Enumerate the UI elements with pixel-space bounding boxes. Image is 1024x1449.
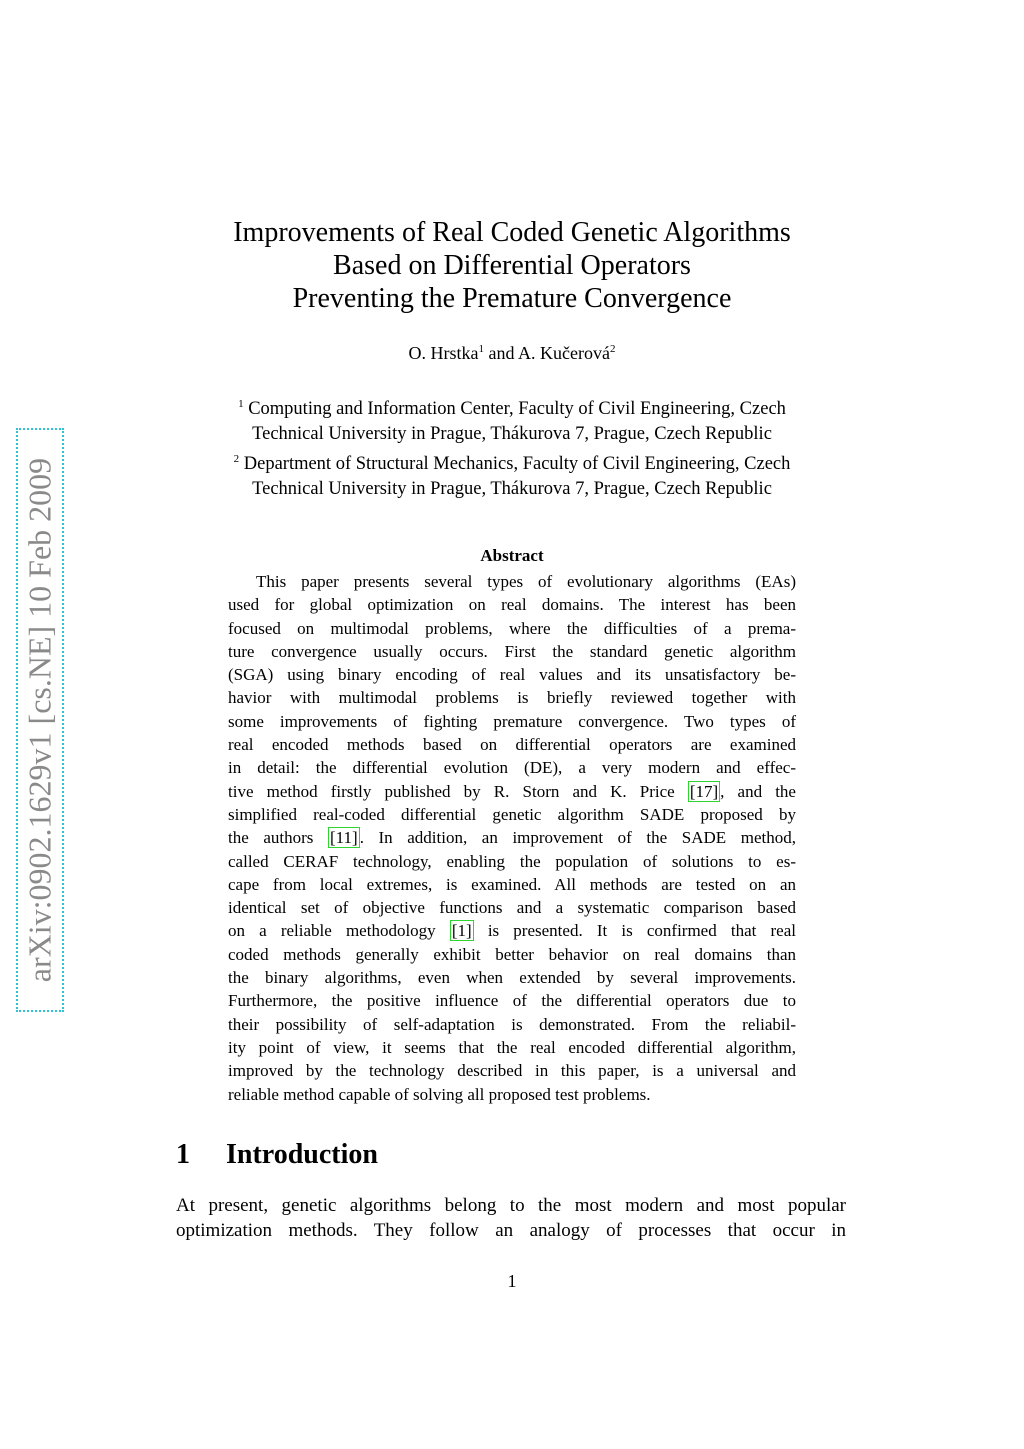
- affiliation-line: Technical University in Prague, Thákurova 7, Prague, Czech Republic: [252, 479, 772, 499]
- abstract-line: Furthermore, the positive influence of the differential operators due to: [228, 991, 796, 1011]
- abstract-line: some improvements of fighting premature convergence. Two types of: [228, 711, 796, 731]
- affiliation: [180, 397, 844, 447]
- intro-paragraph: [176, 1194, 846, 1243]
- abstract-line: [228, 780, 796, 803]
- page-number: 1: [507, 1271, 517, 1291]
- abstract-line: [228, 919, 796, 942]
- affiliation-line: [180, 397, 844, 422]
- author-affil-mark: 2: [609, 343, 616, 355]
- abstract-line: coded methods generally exhibit better behavior on real domains than: [228, 944, 796, 964]
- title-line: Based on Differential Operators: [333, 250, 691, 281]
- abstract-text: the authors: [228, 828, 328, 848]
- affiliation-text: Department of Structural Mechanics, Faculty of Civil Engineering, Czech: [243, 454, 791, 474]
- abstract-line: simplified real-coded differential genetic algorithm SADE proposed by: [228, 804, 796, 824]
- citation-link[interactable]: [1]: [451, 921, 472, 941]
- abstract-text: , and the: [720, 781, 796, 801]
- author-name: A. Kučerová: [518, 343, 610, 363]
- abstract-text: on a reliable methodology: [228, 921, 450, 941]
- affiliation-text: Computing and Information Center, Faculty of Civil Engineering, Czech: [248, 399, 786, 419]
- title-line: Improvements of Real Coded Genetic Algorithms: [233, 217, 791, 248]
- title-line: Preventing the Premature Convergence: [292, 283, 732, 314]
- abstract-line: cape from local extremes, is examined. All methods are tested on an: [228, 874, 796, 894]
- abstract-line: ity point of view, it seems that the real encoded differential algorithm,: [228, 1037, 796, 1057]
- author-affil-mark: 1: [478, 343, 485, 355]
- affiliation-line: [180, 452, 844, 477]
- abstract-line: (SGA) using binary encoding of real values and its unsatisfactory be-: [228, 665, 796, 685]
- citation-link[interactable]: [17]: [689, 781, 719, 801]
- abstract-line: in detail: the differential evolution (DE), a very modern and effec-: [228, 758, 796, 778]
- abstract-body: [228, 570, 796, 1106]
- section-title: Introduction: [226, 1139, 378, 1170]
- abstract-line: their possibility of self-adaptation is demonstrated. From the reliabil-: [228, 1014, 796, 1034]
- abstract-line: called CERAF technology, enabling the population of solutions to es-: [228, 851, 796, 871]
- author-conjunction: and: [484, 343, 519, 363]
- paper-title: [180, 216, 844, 315]
- abstract-line: identical set of objective functions and a systematic comparison based: [228, 898, 796, 918]
- abstract-line: improved by the technology described in this paper, is a universal and: [228, 1061, 796, 1081]
- abstract-text: tive method firstly published by R. Storn and K. Price: [228, 781, 688, 801]
- section-number: 1: [176, 1139, 190, 1170]
- intro-line: At present, genetic algorithms belong to the most modern and most popular: [176, 1195, 846, 1216]
- abstract-line: ture convergence usually occurs. First the standard genetic algorithm: [228, 641, 796, 661]
- abstract-line: real encoded methods based on differential operators are examined: [228, 735, 796, 755]
- intro-line: optimization methods. They follow an analogy of processes that occur in: [176, 1219, 846, 1241]
- citation-link[interactable]: [11]: [329, 828, 358, 848]
- abstract-line: the binary algorithms, even when extended by several improvements.: [228, 968, 796, 988]
- affil-mark: 1: [238, 397, 244, 410]
- authors: [180, 343, 844, 364]
- affiliation: [180, 452, 844, 502]
- abstract-line: reliable method capable of solving all proposed test problems.: [228, 1084, 651, 1104]
- arxiv-stamp[interactable]: arXiv:0902.1629v1 [cs.NE] 10 Feb 2009: [21, 457, 58, 983]
- abstract-line: havior with multimodal problems is briefly reviewed together with: [228, 688, 796, 708]
- section-heading: [176, 1139, 378, 1171]
- abstract-text: is presented. It is confirmed that real: [473, 921, 797, 941]
- affil-mark: 2: [233, 452, 240, 465]
- author-name: O. Hrstka: [408, 343, 479, 363]
- abstract-line: focused on multimodal problems, where the difficulties of a prema-: [228, 618, 796, 638]
- abstract-heading: Abstract: [480, 546, 544, 565]
- abstract-line: [228, 826, 796, 849]
- abstract-line: This paper presents several types of evolutionary algorithms (EAs): [256, 572, 796, 591]
- abstract-line: used for global optimization on real domains. The interest has been: [228, 595, 796, 615]
- abstract-text: . In addition, an improvement of the SADE method,: [359, 828, 796, 848]
- affiliation-line: Technical University in Prague, Thákurova 7, Prague, Czech Republic: [252, 424, 772, 444]
